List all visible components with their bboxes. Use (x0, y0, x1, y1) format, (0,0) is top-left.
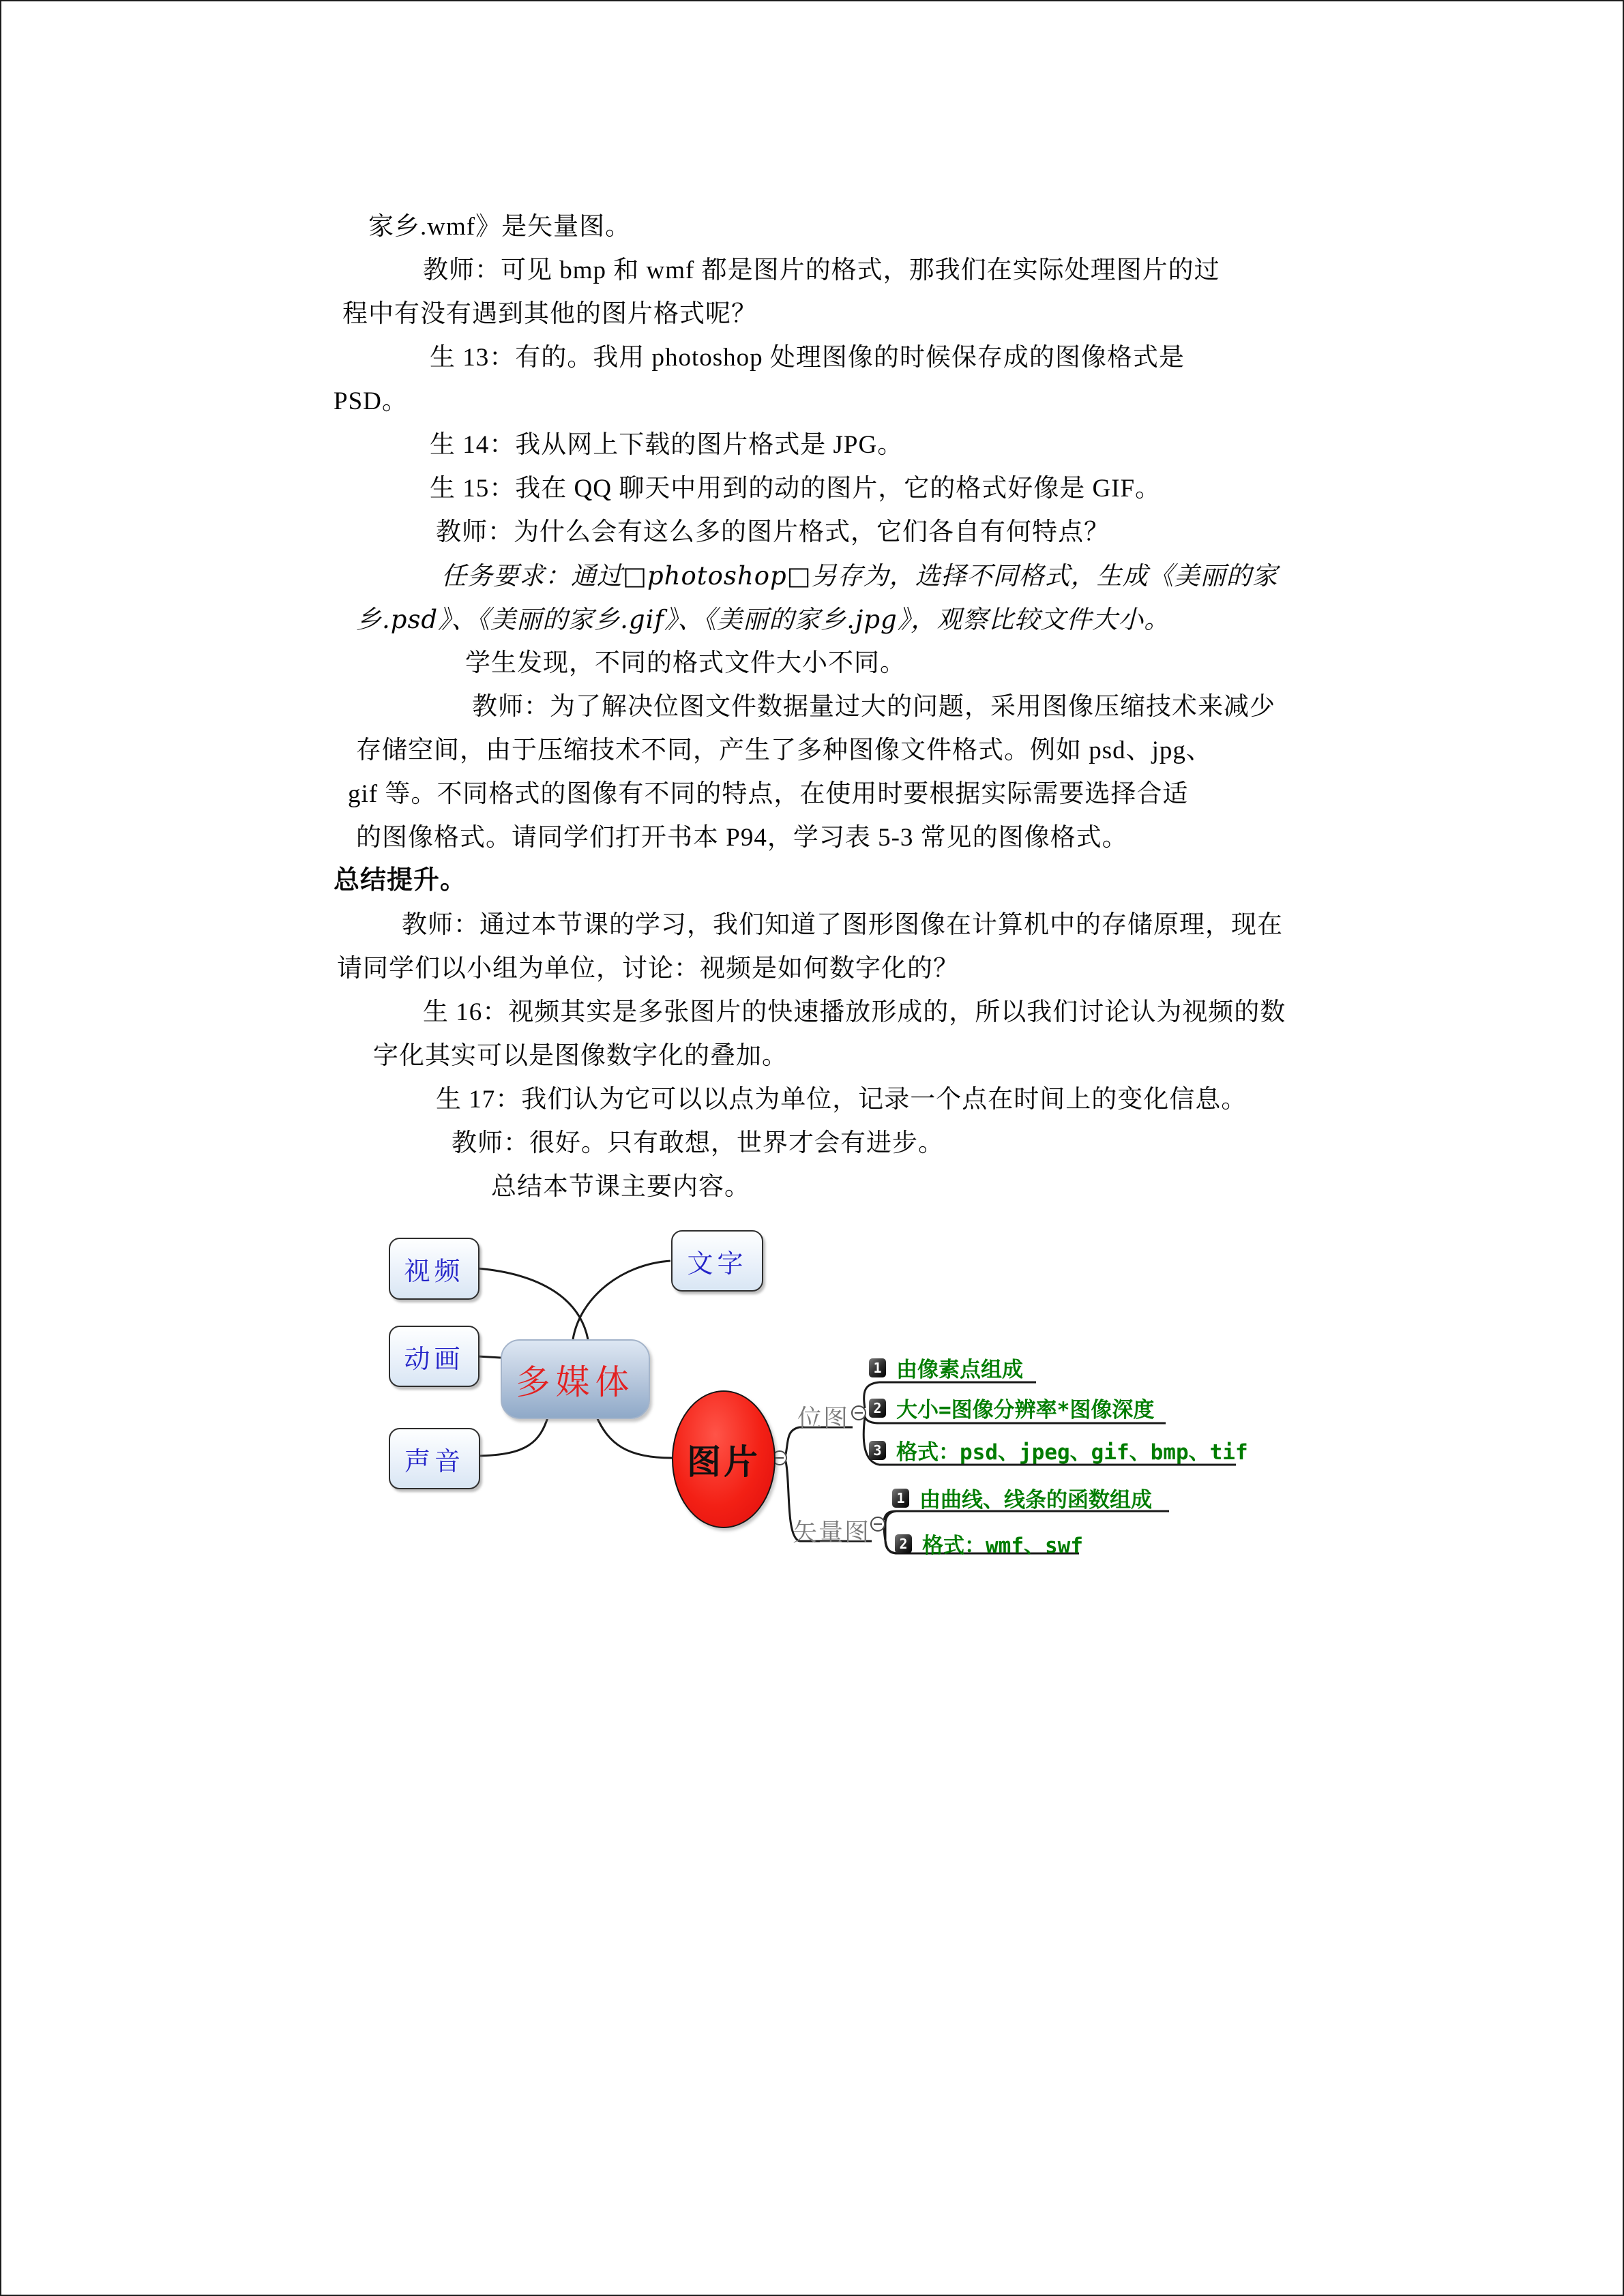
text-line: 总结本节课主要内容。 (491, 1173, 750, 1201)
vector-item (892, 1482, 1152, 1513)
text-line: 学生发现，不同的格式文件大小不同。 (465, 649, 906, 677)
vector-item-text: 由曲线、线条的函数组成 (919, 1488, 1152, 1512)
text-line: 存储空间，由于压缩技术不同，产生了多种图像文件格式。例如 psd、jpg、 (356, 736, 1212, 764)
text-line: 生 13：有的。我用 photoshop 处理图像的时候保存成的图像格式是 (430, 344, 1185, 372)
item-number-badge: 1 (869, 1358, 886, 1377)
vector-item-text: 格式：wmf、swf (922, 1534, 1083, 1558)
text-line-task: 乡.psd》、《美丽的家乡.gif》、《美丽的家乡.jpg》，观察比较文件大小。 (356, 605, 1170, 634)
item-number-badge: 3 (869, 1441, 886, 1460)
mindmap-center-node: 多媒体 (501, 1339, 650, 1419)
text-line: 生 17：我们认为它可以以点为单位，记录一个点在时间上的变化信息。 (436, 1086, 1247, 1114)
text-line: 教师：为了解决位图文件数据量过大的问题，采用图像压缩技术来减少 (472, 693, 1275, 721)
text-line: 程中有没有遇到其他的图片格式呢？ (342, 300, 757, 328)
vector-item (895, 1528, 1083, 1559)
bitmap-item (869, 1352, 1023, 1383)
text-line: 生 14：我从网上下载的图片格式是 JPG。 (430, 431, 904, 459)
text-line: 教师：为什么会有这么多的图片格式，它们各自有何特点？ (436, 518, 1110, 546)
topic-box-animation: 动画 (389, 1326, 479, 1387)
text-line: 的图像格式。请同学们打开书本 P94，学习表 5-3 常见的图像格式。 (356, 824, 1128, 852)
item-number-badge: 2 (869, 1399, 886, 1418)
topic-box-text: 文字 (671, 1230, 763, 1292)
bitmap-item-text: 大小=图像分辨率*图像深度 (896, 1398, 1155, 1422)
text-line-task: 任务要求：通过□photoshop□另存为，选择不同格式，生成《美丽的家 (441, 561, 1278, 591)
text-line: 教师：很好。只有敢想，世界才会有进步。 (452, 1129, 944, 1157)
bitmap-item (869, 1435, 1248, 1465)
item-number-badge: 2 (895, 1534, 912, 1553)
bitmap-item-text: 由像素点组成 (896, 1358, 1023, 1382)
section-heading: 总结提升。 (334, 866, 467, 895)
text-line: 生 15：我在 QQ 聊天中用到的动的图片，它的格式好像是 GIF。 (430, 475, 1162, 503)
branch-label-bitmap: 位图 (797, 1405, 850, 1433)
topic-box-video: 视频 (389, 1238, 479, 1300)
text-line: 字化其实可以是图像数字化的叠加。 (373, 1042, 788, 1070)
branch-label-vector: 矢量图 (793, 1519, 871, 1547)
text-line: 教师：可见 bmp 和 wmf 都是图片的格式，那我们在实际处理图片的过 (423, 256, 1220, 284)
text-line: 家乡.wmf》是矢量图。 (368, 213, 632, 241)
text-line: 生 16：视频其实是多张图片的快速播放形成的，所以我们讨论认为视频的数 (423, 998, 1286, 1026)
topic-box-sound: 声音 (389, 1428, 480, 1489)
topic-ellipse-picture: 图片 (672, 1390, 776, 1528)
text-line: PSD。 (334, 387, 408, 415)
text-line: gif 等。不同格式的图像有不同的特点，在使用时要根据实际需要选择合适 (348, 780, 1189, 808)
bitmap-item-text: 格式：psd、jpeg、gif、bmp、tif (896, 1440, 1248, 1465)
bitmap-item (869, 1392, 1154, 1423)
item-number-badge: 1 (892, 1489, 909, 1508)
text-line: 请同学们以小组为单位，讨论：视频是如何数字化的？ (337, 955, 959, 983)
text-line: 教师：通过本节课的学习，我们知道了图形图像在计算机中的存储原理，现在 (402, 911, 1283, 939)
